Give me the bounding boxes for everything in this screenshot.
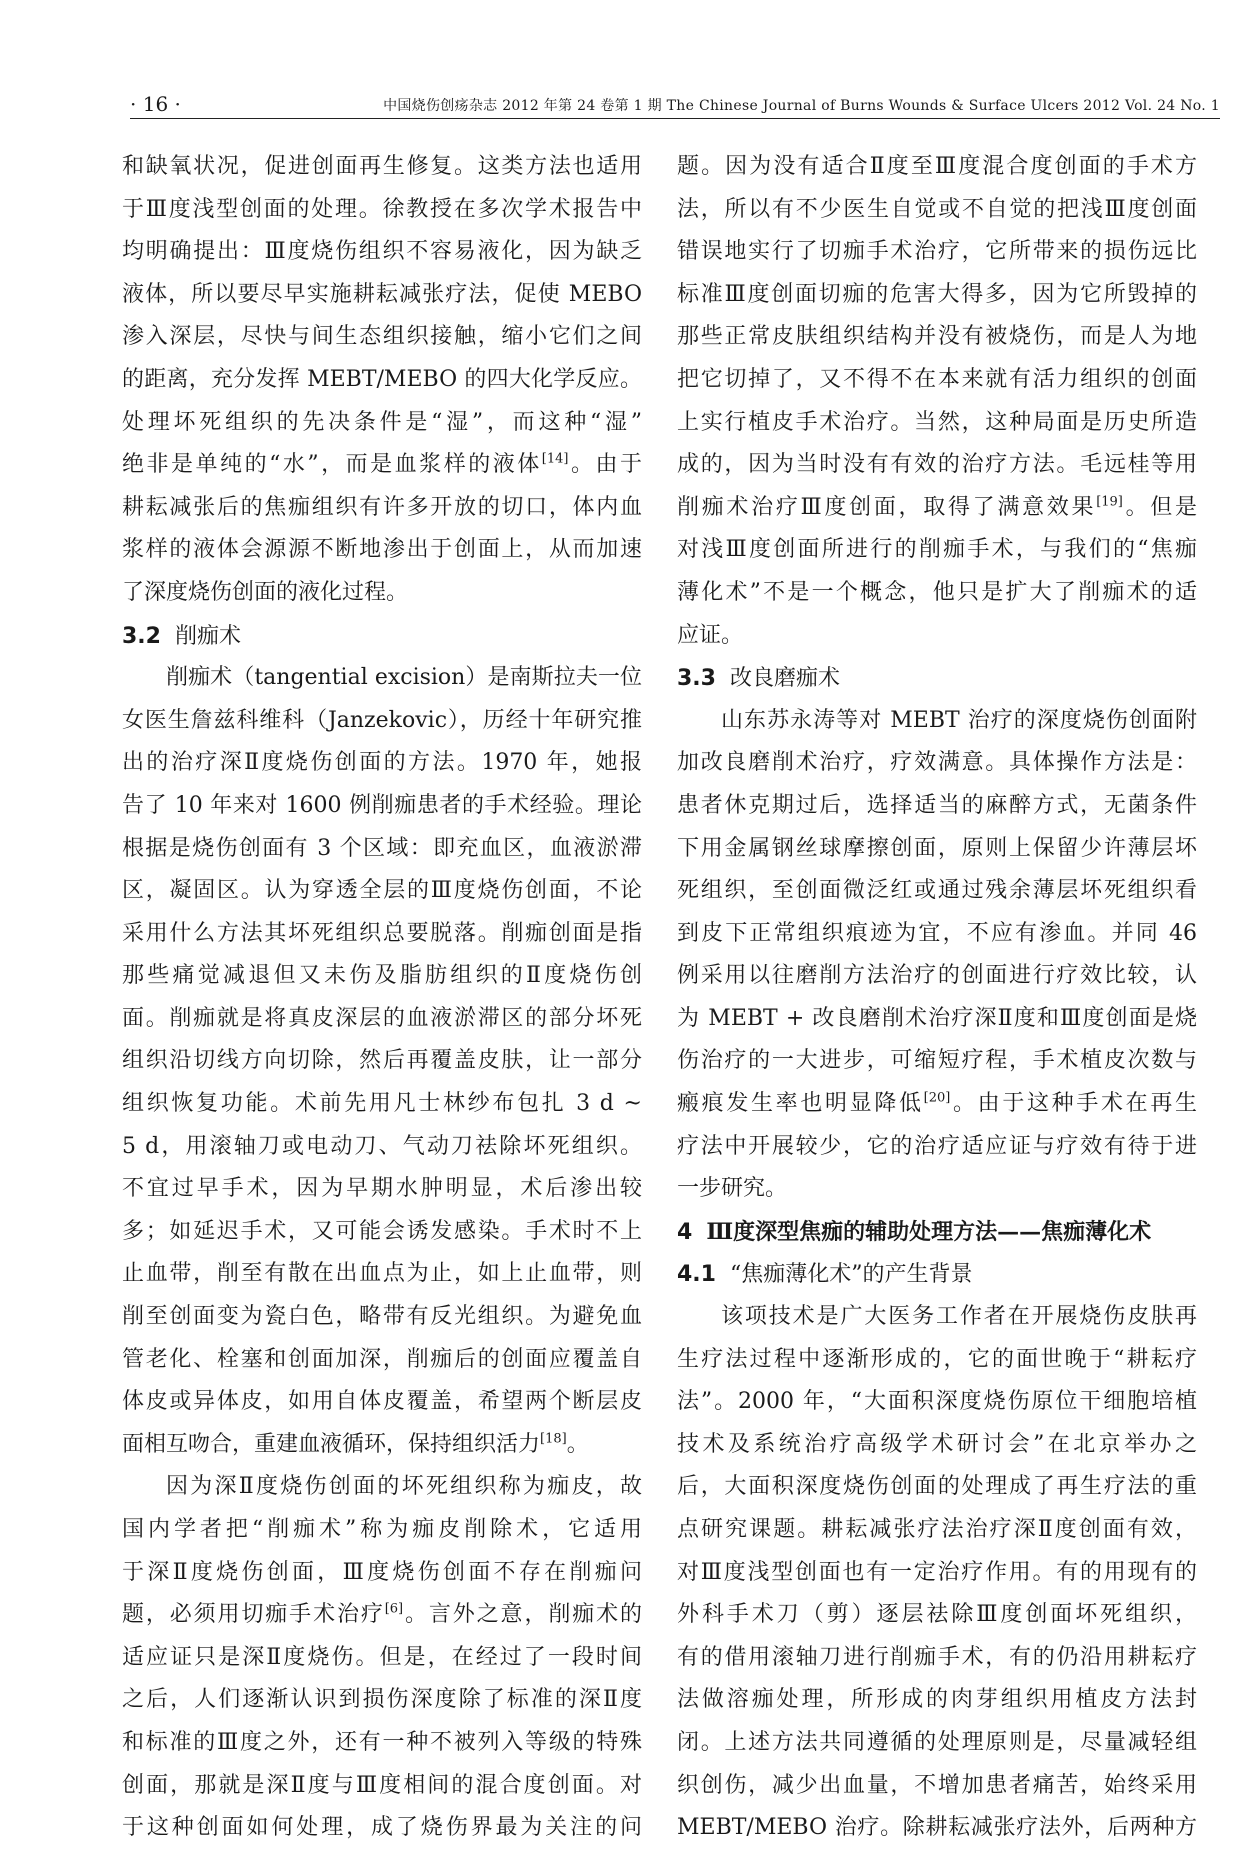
- text-line: [677, 913, 1197, 956]
- text-line: [122, 870, 642, 913]
- text-line: [677, 1807, 1197, 1850]
- text-line: [122, 1552, 642, 1595]
- line-text-tail: 。言外之意，削痂术的: [403, 1602, 642, 1628]
- line-text: 渗入深层，尽快与间生态组织接触，缩小它们之间: [122, 324, 642, 350]
- line-text: 5 d，用滚轴刀或电动刀、气动刀祛除坏死组织。: [122, 1133, 642, 1159]
- line-text: 于Ⅲ度浅型创面的处理。徐教授在多次学术报告中: [122, 196, 642, 222]
- line-text: 疗法中开展较少，它的治疗适应证与疗效有待于进: [677, 1133, 1197, 1159]
- line-text-tail: 。由于这种手术在再生: [950, 1091, 1197, 1117]
- line-text: 体皮或异体皮，如用自体皮覆盖，希望两个断层皮: [122, 1389, 642, 1415]
- text-line: [677, 316, 1197, 359]
- citation-ref: [19]: [1096, 494, 1123, 510]
- line-text: 之后，人们逐渐认识到损伤深度除了标准的深Ⅱ度: [122, 1687, 642, 1713]
- line-text: 削至创面变为瓷白色，略带有反光组织。为避免血: [122, 1304, 642, 1330]
- citation-ref: [18]: [540, 1431, 567, 1447]
- text-line: [122, 742, 642, 785]
- section-title: Ⅲ度深型焦痂的辅助处理方法——焦痂薄化术: [706, 1218, 1152, 1245]
- text-line: [122, 955, 642, 998]
- line-text: 出的治疗深Ⅱ度烧伤创面的方法。1970 年，她报: [122, 750, 642, 776]
- line-text: 浆样的液体会源源不断地渗出于创面上，从而加速: [122, 537, 642, 563]
- text-line: [122, 700, 642, 743]
- section-heading: [677, 1253, 1197, 1296]
- line-text: 处理坏死组织的先决条件是“湿”，而这种“湿”: [122, 409, 642, 435]
- line-text: 女医生詹兹科维科（Janzekovic），历经十年研究推: [122, 707, 642, 733]
- line-text: 成的，因为当时没有有效的治疗方法。毛远桂等用: [677, 452, 1197, 478]
- left-column: [122, 146, 642, 1850]
- line-text: 下用金属钢丝球摩擦创面，原则上保留少许薄层坏: [677, 835, 1197, 861]
- line-text: 应证。: [677, 622, 744, 648]
- text-line: [122, 1466, 642, 1509]
- citation-ref: [14]: [541, 451, 569, 467]
- text-line: [677, 1594, 1197, 1637]
- section-title: 削痂术: [174, 623, 241, 649]
- text-line: [677, 189, 1197, 232]
- line-text-tail: 。由于: [568, 452, 642, 478]
- line-text: 绝非是单纯的“水”，而是血浆样的液体: [122, 452, 542, 478]
- line-text: 面。削痂就是将真皮深层的血液淤滞区的部分坏死: [122, 1005, 642, 1031]
- line-text: 死组织，至创面微泛红或通过残余薄层坏死组织看: [677, 878, 1197, 904]
- line-text: 多；如延迟手术，又可能会诱发感染。手术时不上: [122, 1218, 642, 1244]
- line-text: 削痂术治疗Ⅲ度创面，取得了满意效果: [677, 494, 1097, 520]
- text-line: [122, 529, 642, 572]
- text-line: [677, 998, 1197, 1041]
- line-text: 国内学者把“削痂术”称为痂皮削除术，它适用: [122, 1517, 642, 1542]
- text-line: [122, 274, 642, 317]
- text-line: [122, 657, 642, 700]
- text-line: [122, 998, 642, 1041]
- line-text: 题，必须用切痂手术治疗: [122, 1602, 385, 1628]
- text-line: [122, 316, 642, 359]
- line-text-tail: 。但是: [1122, 494, 1197, 520]
- line-text-tail: 。: [566, 1431, 589, 1457]
- text-line: [122, 1126, 642, 1169]
- text-line: [677, 1083, 1197, 1126]
- line-text: 告了 10 年来对 1600 例削痂患者的手术经验。理论: [122, 792, 642, 818]
- line-text: 有的借用滚轴刀进行削痂手术，有的仍沿用耕耘疗: [677, 1644, 1197, 1670]
- line-text: 法，所以有不少医生自觉或不自觉的把浅Ⅲ度创面: [677, 196, 1197, 222]
- text-line: [122, 487, 642, 530]
- line-text: 因为深Ⅱ度烧伤创面的坏死组织称为痂皮，故: [166, 1474, 642, 1500]
- text-line: [677, 1637, 1197, 1680]
- text-line: [677, 231, 1197, 274]
- text-line: [677, 572, 1197, 615]
- line-text: 闭。上述方法共同遵循的处理原则是，尽量减轻组: [677, 1729, 1197, 1755]
- text-line: [677, 274, 1197, 317]
- line-text: 该项技术是广大医务工作者在开展烧伤皮肤再: [721, 1304, 1197, 1330]
- text-line: [677, 146, 1197, 189]
- text-line: [677, 444, 1197, 487]
- text-line: [677, 828, 1197, 871]
- text-line: [122, 1211, 642, 1254]
- text-line: [122, 402, 642, 445]
- line-text: 山东苏永涛等对 MEBT 治疗的深度烧伤创面附: [721, 707, 1197, 733]
- text-line: [122, 913, 642, 956]
- line-text: 削痂术（tangential excision）是南斯拉夫一位: [166, 665, 642, 691]
- line-text: 例采用以往磨削方法治疗的创面进行疗效比较，认: [677, 963, 1197, 989]
- line-text: 加改良磨削术治疗，疗效满意。具体操作方法是：: [677, 750, 1197, 776]
- line-text: 生疗法过程中逐渐形成的，它的面世晚于“耕耘疗: [677, 1346, 1197, 1372]
- text-line: [122, 1040, 642, 1083]
- line-text: 把它切掉了，又不得不在本来就有活力组织的创面: [677, 366, 1197, 392]
- text-line: [677, 700, 1197, 743]
- line-text: 区，凝固区。认为穿透全层的Ⅲ度烧伤创面，不论: [122, 878, 642, 904]
- line-text: 法”。2000 年，“大面积深度烧伤原位干细胞培植: [677, 1389, 1197, 1415]
- line-text: 对浅Ⅲ度创面所进行的削痂手术，与我们的“焦痂: [677, 537, 1197, 563]
- line-text: MEBT/MEBO 治疗。除耕耘减张疗法外，后两种方: [677, 1815, 1197, 1841]
- text-line: [122, 1765, 642, 1808]
- text-line: [677, 1296, 1197, 1339]
- line-text: 耕耘减张后的焦痂组织有许多开放的切口，体内血: [122, 494, 642, 520]
- line-text: 的距离，充分发挥 MEBT/MEBO 的四大化学反应。: [122, 366, 642, 392]
- line-text: 那些痛觉减退但又未伤及脂肪组织的Ⅱ度烧伤创: [122, 963, 642, 989]
- line-text: 采用什么方法其坏死组织总要脱落。削痂创面是指: [122, 920, 642, 946]
- text-line: [122, 444, 642, 487]
- text-line: [122, 1296, 642, 1339]
- line-text: 为 MEBT + 改良磨削术治疗深Ⅱ度和Ⅲ度创面是烧: [677, 1005, 1197, 1031]
- text-line: [122, 1253, 642, 1296]
- line-text: 组织恢复功能。术前先用凡士林纱布包扎 3 d ~: [122, 1091, 642, 1117]
- text-line: [677, 1168, 1197, 1211]
- text-line: [122, 1594, 642, 1637]
- line-text: 外科手术刀（剪）逐层祛除Ⅲ度创面坏死组织，: [677, 1602, 1197, 1628]
- line-text: 上实行植皮手术治疗。当然，这种局面是历史所造: [677, 409, 1197, 435]
- text-line: [677, 955, 1197, 998]
- text-line: [677, 1765, 1197, 1808]
- text-line: [677, 1722, 1197, 1765]
- section-title: “焦痂薄化术”的产生背景: [729, 1262, 973, 1288]
- line-text: 那些正常皮肤组织结构并没有被烧伤，而是人为地: [677, 324, 1197, 350]
- journal-citation: 中国烧伤创疡杂志 2012 年第 24 卷第 1 期 The Chinese Journal of Burns Wounds & Surface Ulcers 2012 Vol. 24 No. 1: [383, 98, 1220, 114]
- running-header: [130, 92, 1220, 119]
- section-title: 改良磨痂术: [729, 666, 840, 692]
- text-line: [122, 572, 642, 615]
- line-text: 组织沿切线方向切除，然后再覆盖皮肤，让一部分: [122, 1048, 642, 1074]
- text-line: [122, 231, 642, 274]
- text-line: [677, 1381, 1197, 1424]
- text-line: [122, 1083, 642, 1126]
- line-text: 管老化、栓塞和创面加深，削痂后的创面应覆盖自: [122, 1346, 642, 1372]
- text-line: [122, 1168, 642, 1211]
- text-line: [677, 615, 1197, 658]
- text-line: [677, 1466, 1197, 1509]
- text-line: [677, 1126, 1197, 1169]
- text-line: [677, 1339, 1197, 1382]
- section-heading: [677, 657, 1197, 700]
- line-text: 后，大面积深度烧伤创面的处理成了再生疗法的重: [677, 1474, 1197, 1500]
- line-text: 对Ⅲ度浅型创面也有一定治疗作用。有的用现有的: [677, 1559, 1197, 1585]
- text-line: [677, 529, 1197, 572]
- text-line: [677, 785, 1197, 828]
- line-text: 点研究课题。耕耘减张疗法治疗深Ⅱ度创面有效，: [677, 1517, 1197, 1542]
- right-column: [677, 146, 1197, 1850]
- line-text: 一步研究。: [677, 1176, 788, 1202]
- text-line: [122, 1679, 642, 1722]
- text-line: [122, 146, 642, 189]
- text-line: [122, 1637, 642, 1680]
- line-text: 标准Ⅲ度创面切痂的危害大得多，因为它所毁掉的: [677, 281, 1197, 307]
- section-number: 3.2: [122, 623, 161, 649]
- line-text: 题。因为没有适合Ⅱ度至Ⅲ度混合度创面的手术方: [677, 154, 1197, 179]
- text-line: [122, 359, 642, 402]
- line-text: 和缺氧状况，促进创面再生修复。这类方法也适用: [122, 154, 642, 179]
- line-text: 于深Ⅱ度烧伤创面，Ⅲ度烧伤创面不存在削痂问: [122, 1559, 642, 1585]
- text-line: [677, 1679, 1197, 1722]
- line-text: 不宜过早手术，因为早期水肿明显，术后渗出较: [122, 1176, 642, 1202]
- line-text: 技术及系统治疗高级学术研讨会”在北京举办之: [677, 1431, 1197, 1457]
- line-text: 适应证只是深Ⅱ度烧伤。但是，在经过了一段时间: [122, 1644, 642, 1670]
- page-number: · 16 ·: [130, 92, 181, 116]
- text-line: [122, 785, 642, 828]
- section-number: 4.1: [677, 1262, 716, 1288]
- line-text: 伤治疗的一大进步，可缩短疗程，手术植皮次数与: [677, 1048, 1197, 1074]
- line-text: 均明确提出：Ⅲ度烧伤组织不容易液化，因为缺乏: [122, 239, 642, 265]
- line-text: 根据是烧伤创面有 3 个区域：即充血区，血液淤滞: [122, 835, 642, 861]
- text-line: [677, 1509, 1197, 1552]
- line-text: 织创伤，减少出血量，不增加患者痛苦，始终采用: [677, 1772, 1197, 1798]
- text-line: [122, 1424, 642, 1467]
- text-line: [677, 402, 1197, 445]
- text-line: [122, 1509, 642, 1552]
- text-line: [122, 1381, 642, 1424]
- text-line: [122, 1722, 642, 1765]
- text-line: [122, 189, 642, 232]
- citation-ref: [6]: [384, 1601, 404, 1617]
- line-text: 了深度烧伤创面的液化过程。: [122, 579, 409, 605]
- line-text: 于这种创面如何处理，成了烧伤界最为关注的问: [122, 1815, 642, 1841]
- text-line: [677, 1424, 1197, 1467]
- citation-ref: [20]: [923, 1090, 951, 1106]
- text-line: [677, 1040, 1197, 1083]
- line-text: 法做溶痂处理，所形成的肉芽组织用植皮方法封: [677, 1687, 1197, 1713]
- text-line: [122, 1807, 642, 1850]
- line-text: 薄化术”不是一个概念，他只是扩大了削痂术的适: [677, 579, 1197, 605]
- text-line: [677, 1552, 1197, 1595]
- line-text: 到皮下正常组织痕迹为宜，不应有渗血。并同 46: [677, 920, 1197, 946]
- text-line: [677, 359, 1197, 402]
- line-text: 液体，所以要尽早实施耕耘减张疗法，促使 MEBO: [122, 281, 642, 307]
- line-text: 患者休克期过后，选择适当的麻醉方式，无菌条件: [677, 792, 1197, 818]
- line-text: 止血带，削至有散在出血点为止，如上止血带，则: [122, 1261, 642, 1287]
- line-text: 创面，那就是深Ⅱ度与Ⅲ度相间的混合度创面。对: [122, 1772, 642, 1798]
- section-number: 3.3: [677, 666, 716, 692]
- text-line: [677, 742, 1197, 785]
- section-heading: [122, 615, 642, 658]
- text-line: [122, 828, 642, 871]
- line-text: 错误地实行了切痂手术治疗，它所带来的损伤远比: [677, 239, 1197, 265]
- text-line: [677, 487, 1197, 530]
- text-line: [122, 1339, 642, 1382]
- line-text: 面相互吻合，重建血液循环，保持组织活力: [122, 1431, 541, 1457]
- text-line: [677, 870, 1197, 913]
- line-text: 瘢痕发生率也明显降低: [677, 1091, 924, 1117]
- section-heading: [677, 1211, 1197, 1254]
- section-number: 4: [677, 1219, 693, 1245]
- line-text: 和标准的Ⅲ度之外，还有一种不被列入等级的特殊: [122, 1729, 642, 1755]
